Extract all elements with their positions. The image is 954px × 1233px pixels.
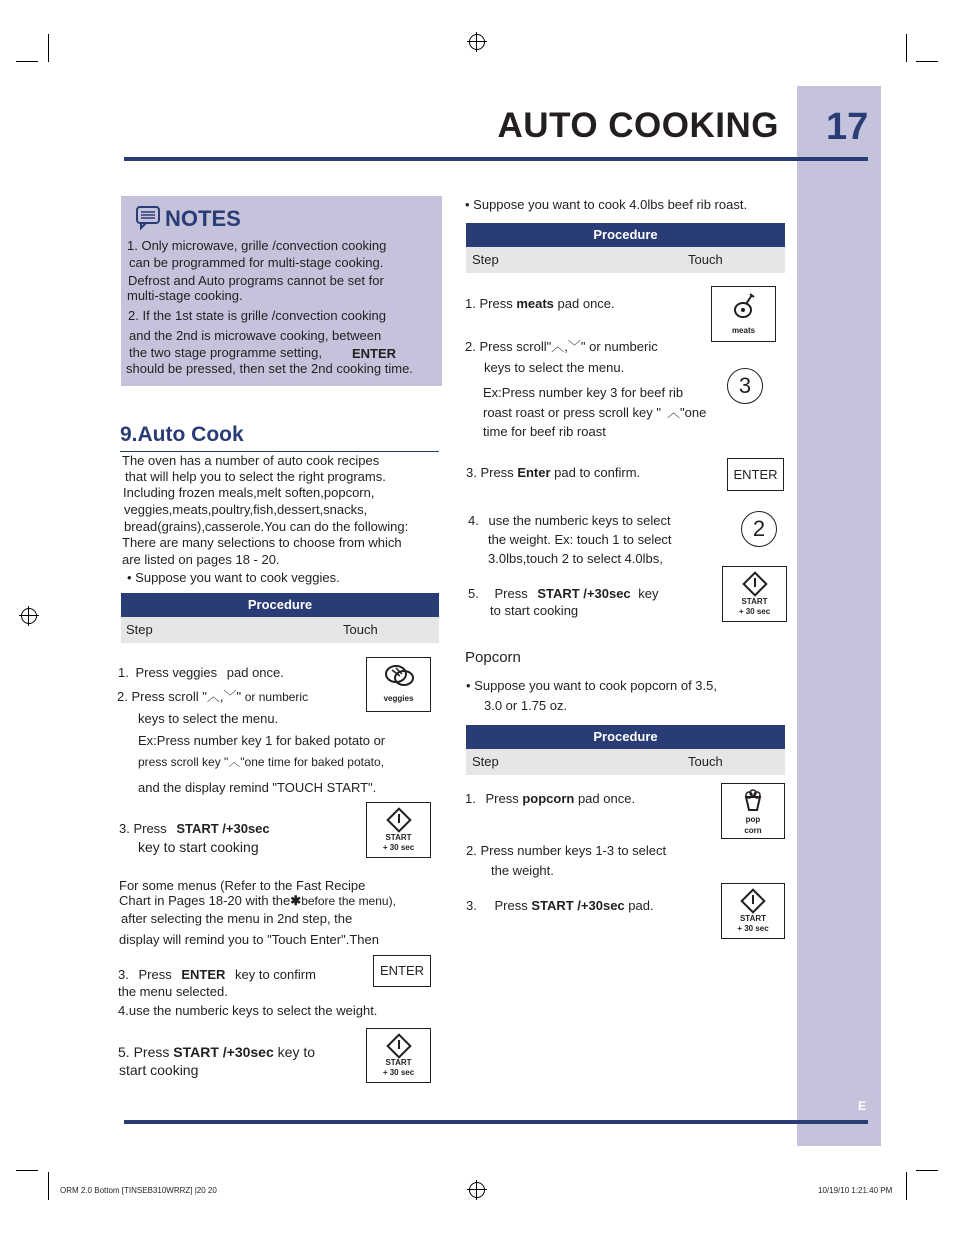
step-num: 4. [118,1003,129,1018]
key-label: START [385,833,412,842]
step-text: use the numberic keys to select [488,513,671,528]
example-text: roast roast or press scroll key " [483,405,662,420]
step-num: 1. [118,665,129,680]
notes-line: 1. Only microwave, grille /convection cooking [127,238,387,253]
start-key-text: START /+30sec [537,586,631,601]
example-line: and the display remind "TOUCH START". [138,780,377,795]
notes-line: should be pressed, then set the 2nd cooking time. [126,361,413,376]
popcorn-intro: • Suppose you want to cook popcorn of 3.5, [466,678,717,693]
meats-intro: • Suppose you want to cook 4.0lbs beef rib roast. [465,197,748,212]
registration-mark [21,608,37,624]
step-text: keys to select the menu. [138,711,279,726]
start-icon [740,888,766,914]
popcorn-key-text: popcorn [522,791,575,806]
step-3 [119,821,270,837]
note-text: Chart in Pages 18-20 with the [119,893,291,908]
step-text: 3. Press [119,821,167,836]
step-text: pad once. [557,296,615,311]
crop-mark [48,1172,49,1200]
start-key[interactable] [722,566,787,622]
step-text: key [638,586,659,601]
example-text: "one time for baked potato, [240,755,384,769]
step-text: keys to select the menu. [484,360,625,375]
number-key-3[interactable]: 3 [727,368,763,404]
key-label: corn [744,826,762,835]
page-number: 17 [826,106,869,148]
notes-line: Defrost and Auto programs cannot be set for [128,273,384,288]
enter-key-text: ENTER [352,346,397,361]
step-text: use the numberic keys to select the weight. [128,1003,378,1018]
step-2 [465,339,658,355]
notes-line: multi-stage cooking. [127,288,243,303]
step-text: pad. [628,898,654,913]
example-line: time for beef rib roast [483,424,606,439]
step-1 [465,791,635,807]
step-text: to start cooking [490,603,579,618]
start-key[interactable] [721,883,785,939]
procedure-header: Procedure [466,725,785,749]
step-3 [466,465,640,481]
step-5 [118,1044,315,1060]
step-text: Press [138,967,172,982]
up-icon: ︿,﹀ [206,689,237,704]
step-text: Press [494,586,528,601]
intro-line: veggies,meats,poultry,fish,dessert,snacks, [124,502,368,517]
language-tag: E [858,1099,867,1113]
step-text: pad once. [226,665,284,680]
step-text: key to start cooking [138,839,259,855]
step-num: 4. [468,513,479,528]
start-key-text: START /+30sec [176,821,270,836]
example-line [138,754,384,770]
example-text: "one [680,405,707,420]
start-icon [386,1033,412,1059]
step-5 [468,586,659,602]
key-label: START [741,597,768,606]
number-key-2[interactable]: 2 [741,511,777,547]
procedure-header: Procedure [121,593,439,617]
crop-mark [916,61,938,62]
step-text: Press [135,665,169,680]
touch-label: Touch [343,622,378,637]
step-4 [118,1003,377,1019]
example-line: Ex:Press number key 3 for beef rib [483,385,684,400]
note-text: before the menu), [301,894,396,908]
crop-mark [16,61,38,62]
step-text: veggies [172,665,218,680]
notes-line: can be programmed for multi-stage cooking. [129,255,384,270]
step-label: Step [126,622,153,637]
enter-key[interactable]: ENTER [373,955,431,987]
step-text: pad to confirm. [554,465,641,480]
intro-line: • Suppose you want to cook veggies. [127,570,340,585]
key-label: START [739,914,767,923]
intro-line: Including frozen meals,melt soften,popcorn, [123,485,375,500]
intro-line: that will help you to select the right programs. [125,469,386,484]
procedure-row [121,617,439,643]
start-icon [386,807,412,833]
step-text: key to [277,1044,316,1060]
popcorn-key[interactable] [721,783,785,839]
notes-line: the two stage programme setting, [129,345,322,360]
example-line: Ex:Press number key 1 for baked potato or [138,733,386,748]
footer-rule [124,1120,868,1124]
step-text: 2. Press scroll " [117,689,207,704]
note-line: For some menus (Refer to the Fast Recipe [119,878,366,893]
step-text: the weight. [491,863,554,878]
note-line: display will remind you to "Touch Enter".Then [119,932,379,947]
step-text: 3.0lbs,touch 2 to select 4.0lbs, [488,551,663,566]
start-key-text: START /+30sec [173,1044,274,1060]
key-label: meats [731,326,756,335]
step-2 [117,689,308,705]
step-3b [118,967,316,983]
note-line: after selecting the menu in 2nd step, the [121,911,353,926]
step-1 [465,296,615,312]
intro-line: bread(grains),casserole.You can do the following: [124,519,409,534]
notes-box [121,196,442,386]
step-text: 5. Press [118,1044,170,1060]
step-text: Press [485,791,519,806]
meats-key[interactable] [711,286,776,342]
start-key[interactable] [366,1028,431,1083]
meats-key-text: meats [516,296,554,311]
enter-key[interactable]: ENTER [727,458,784,491]
key-label: START [385,1058,412,1067]
step-text: the weight. Ex: touch 1 to select [488,532,672,547]
key-label: + 30 sec [738,607,771,616]
step-text: start cooking [119,1062,199,1078]
print-timestamp: 10/19/10 1:21:40 PM [818,1186,893,1195]
veggies-key[interactable] [366,657,431,712]
registration-mark [469,34,485,50]
key-label: + 30 sec [382,1068,415,1077]
procedure-row [466,749,785,775]
enter-key-text: Enter [517,465,551,480]
step-text: key to confirm [235,967,316,982]
crop-mark [48,34,49,62]
crop-mark [16,1170,38,1171]
example-line [483,405,706,421]
step-3 [466,898,654,914]
notes-line: 2. If the 1st state is grille /convection cooking [128,308,386,323]
touch-label: Touch [688,754,723,769]
key-label: + 30 sec [737,924,769,933]
step-num: 1. [465,296,476,311]
procedure-table [466,725,785,775]
step-num: 3. [466,898,477,913]
procedure-table [121,593,439,643]
crop-mark [906,34,907,62]
notes-icon [135,204,161,230]
step-text: " [236,689,242,704]
print-slug: ORM 2.0 Bottom [TINSEB310WRRZ] |20 20 [60,1186,217,1195]
step-text: 2. Press scroll" [465,339,552,354]
header-rule [124,157,868,161]
step-num: 1. [465,791,476,806]
key-label: veggies [383,694,414,703]
step-1 [118,665,284,681]
asterisk-icon: ✱ [290,893,302,908]
start-key[interactable] [366,802,431,858]
start-icon [742,571,768,597]
popcorn-heading: Popcorn [465,649,521,666]
step-text: 3. Press [466,465,514,480]
registration-mark [469,1182,485,1198]
veggies-icon [382,662,416,690]
intro-line: There are many selections to choose from which [122,535,402,550]
step-text: or numberic [244,690,309,704]
crop-mark [906,1172,907,1200]
step-text: Press [479,296,513,311]
procedure-row [466,247,785,273]
enter-key-text: ENTER [181,967,226,982]
procedure-table [466,223,785,273]
step-num: 3. [118,967,129,982]
crop-mark [916,1170,938,1171]
key-label: pop [745,815,761,824]
section-rule [120,451,439,452]
intro-line: are listed on pages 18 - 20. [122,552,280,567]
step-label: Step [472,754,499,769]
up-icon: ︿ [667,405,681,420]
step-text: " or numberic [580,339,658,354]
popcorn-intro: 3.0 or 1.75 oz. [484,698,568,713]
step-text: Press [494,898,528,913]
start-key-text: START /+30sec [531,898,625,913]
key-label: + 30 sec [382,843,415,852]
notes-heading [135,204,241,232]
page-title: AUTO COOKING [497,106,779,145]
procedure-header: Procedure [466,223,785,247]
meats-icon [731,291,757,321]
step-num: 5. [468,586,479,601]
notes-heading-text: NOTES [165,206,241,231]
step-text: the menu selected. [118,984,228,999]
step-2: 2. Press number keys 1-3 to select [466,843,667,858]
up-icon: ︿,﹀ [551,339,581,354]
example-text: press scroll key " [138,755,229,769]
step-4 [468,513,671,529]
step-label: Step [472,252,499,267]
notes-line: and the 2nd is microwave cooking, between [129,328,382,343]
section-title: 9.Auto Cook [120,423,244,446]
note-line [119,893,396,909]
intro-line: The oven has a number of auto cook recipes [122,453,380,468]
touch-label: Touch [688,252,723,267]
popcorn-icon [741,788,765,812]
up-icon: ︿ [228,755,241,769]
step-text: pad once. [577,791,636,806]
side-tab [797,86,881,1146]
